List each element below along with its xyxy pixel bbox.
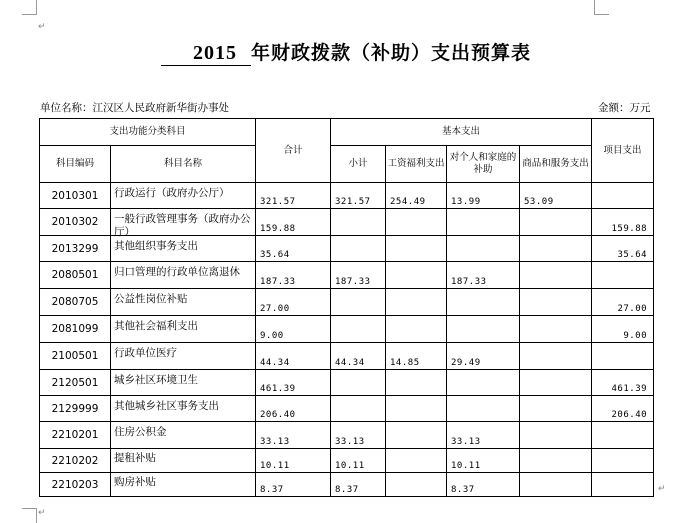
cell-code: 2080705 [40, 289, 111, 316]
cell-personal: 13.99 [447, 183, 520, 209]
cell-goods [520, 262, 592, 289]
cell-personal: 33.13 [447, 422, 520, 449]
cell-name-text: 住房公积金 [114, 426, 167, 438]
cell-code: 2100501 [40, 343, 111, 370]
cell-goods [520, 343, 592, 370]
table-row [40, 289, 654, 316]
header-name: 科目名称 [111, 146, 256, 183]
title-year: 2015 [161, 42, 251, 66]
cell-code: 2080501 [40, 262, 111, 289]
cell-personal [447, 236, 520, 262]
cell-total: 159.88 [256, 209, 331, 236]
cell-goods: 53.09 [520, 183, 592, 209]
cell-name-text: 其他社会福利支出 [114, 320, 198, 332]
paragraph-mark-icon: ↵ [38, 22, 46, 32]
cell-code: 2013299 [40, 236, 111, 262]
cell-goods [520, 370, 592, 396]
cell-project: 159.88 [592, 209, 654, 236]
cell-name-text: 购房补贴 [114, 475, 156, 488]
cell-total: 10.11 [256, 449, 331, 473]
cell-subtotal: 10.11 [331, 449, 386, 473]
cell-goods [520, 289, 592, 316]
table-row [40, 473, 654, 497]
cell-code: 2129999 [40, 396, 111, 422]
cell-project [592, 473, 654, 497]
cell-project: 35.64 [592, 236, 654, 262]
header-personal: 对个人和家庭的补助 [447, 146, 520, 183]
cell-salary [386, 370, 447, 396]
table-row [40, 396, 654, 422]
cell-name [111, 343, 256, 370]
amount-unit: 金额：万元 [598, 102, 651, 114]
cell-personal: 187.33 [447, 262, 520, 289]
page-corner-mark [594, 0, 609, 15]
header-func-class: 支出功能分类科目 [40, 119, 256, 146]
cell-goods [520, 236, 592, 262]
cell-code: 2120501 [40, 370, 111, 396]
table-row [40, 209, 654, 236]
cell-project [592, 449, 654, 473]
cell-total: 27.00 [256, 289, 331, 316]
cell-name-text: 公益性岗位补贴 [114, 293, 188, 305]
cell-subtotal [331, 316, 386, 343]
cell-subtotal: 321.57 [331, 183, 386, 209]
header-total: 合计 [256, 119, 331, 183]
cell-personal [447, 316, 520, 343]
cell-total: 187.33 [256, 262, 331, 289]
cell-personal: 8.37 [447, 473, 520, 497]
cell-subtotal: 44.34 [331, 343, 386, 370]
cell-salary: 254.49 [386, 183, 447, 209]
cell-salary [386, 236, 447, 262]
header-goods: 商品和服务支出 [520, 146, 592, 183]
cell-name-text: 行政单位医疗 [114, 347, 177, 359]
cell-subtotal [331, 289, 386, 316]
cell-code: 2210203 [40, 473, 111, 497]
cell-name [111, 209, 256, 236]
cell-total: 44.34 [256, 343, 331, 370]
cell-project [592, 422, 654, 449]
cell-name [111, 262, 256, 289]
title-text: 年财政拨款（补助）支出预算表 [250, 42, 531, 64]
cell-goods [520, 316, 592, 343]
budget-table-body [40, 183, 654, 497]
cell-project: 461.39 [592, 370, 654, 396]
cell-total: 35.64 [256, 236, 331, 262]
cell-name [111, 473, 256, 497]
cell-personal [447, 396, 520, 422]
cell-personal [447, 370, 520, 396]
table-row [40, 343, 654, 370]
cell-goods [520, 473, 592, 497]
cell-goods [520, 209, 592, 236]
cell-total: 321.57 [256, 183, 331, 209]
table-row [40, 370, 654, 396]
cell-salary [386, 396, 447, 422]
cell-subtotal: 33.13 [331, 422, 386, 449]
cell-total: 8.37 [256, 473, 331, 497]
cell-project [592, 183, 654, 209]
cell-salary [386, 449, 447, 473]
header-subtotal: 小计 [331, 146, 386, 183]
table-row [40, 449, 654, 473]
table-row [40, 422, 654, 449]
cell-salary [386, 473, 447, 497]
cell-personal: 29.49 [447, 343, 520, 370]
cell-personal: 10.11 [447, 449, 520, 473]
cell-goods [520, 449, 592, 473]
header-salary: 工资福利支出 [386, 146, 447, 183]
cell-name-text: 一般行政管理事务（政府办公厅） [114, 213, 251, 238]
paragraph-mark-icon: ↵ [658, 484, 666, 494]
cell-salary [386, 422, 447, 449]
page-corner-mark [22, 508, 37, 523]
cell-name [111, 449, 256, 473]
cell-name [111, 370, 256, 396]
cell-code: 2210201 [40, 422, 111, 449]
cell-project [592, 343, 654, 370]
cell-name-text: 归口管理的行政单位离退休 [114, 266, 240, 278]
cell-code: 2081099 [40, 316, 111, 343]
cell-subtotal [331, 396, 386, 422]
cell-project: 206.40 [592, 396, 654, 422]
cell-code: 2010301 [40, 183, 111, 209]
cell-total: 461.39 [256, 370, 331, 396]
cell-goods [520, 422, 592, 449]
cell-salary [386, 289, 447, 316]
header-project: 项目支出 [592, 119, 654, 183]
table-row [40, 316, 654, 343]
budget-table [39, 118, 654, 497]
table-row [40, 262, 654, 289]
cell-total: 9.00 [256, 316, 331, 343]
paragraph-mark-icon: ↵ [38, 508, 46, 518]
cell-name-text: 行政运行（政府办公厅） [114, 186, 230, 199]
cell-name [111, 236, 256, 262]
header-basic: 基本支出 [331, 119, 592, 146]
cell-subtotal [331, 209, 386, 236]
cell-subtotal [331, 370, 386, 396]
cell-goods [520, 396, 592, 422]
cell-name [111, 316, 256, 343]
cell-project [592, 262, 654, 289]
cell-personal [447, 209, 520, 236]
cell-project: 27.00 [592, 289, 654, 316]
header-code: 科目编码 [40, 146, 111, 183]
cell-name-text: 其他组织事务支出 [114, 239, 198, 252]
page-corner-mark [22, 0, 37, 15]
cell-subtotal: 8.37 [331, 473, 386, 497]
cell-salary [386, 209, 447, 236]
cell-name [111, 396, 256, 422]
cell-subtotal: 187.33 [331, 262, 386, 289]
cell-name-text: 城乡社区环境卫生 [114, 373, 198, 386]
cell-subtotal [331, 236, 386, 262]
cell-code: 2210202 [40, 449, 111, 473]
document-title [0, 38, 692, 66]
cell-name [111, 183, 256, 209]
cell-name-text: 其他城乡社区事务支出 [114, 399, 219, 412]
cell-personal [447, 289, 520, 316]
cell-salary: 14.85 [386, 343, 447, 370]
cell-name [111, 422, 256, 449]
cell-total: 33.13 [256, 422, 331, 449]
cell-name-text: 提租补贴 [114, 451, 156, 464]
unit-name: 单位名称：江汉区人民政府新华街办事处 [40, 102, 229, 114]
cell-total: 206.40 [256, 396, 331, 422]
cell-code: 2010302 [40, 209, 111, 236]
table-row [40, 236, 654, 262]
cell-project: 9.00 [592, 316, 654, 343]
cell-name [111, 289, 256, 316]
table-row [40, 183, 654, 209]
cell-salary [386, 262, 447, 289]
cell-salary [386, 316, 447, 343]
